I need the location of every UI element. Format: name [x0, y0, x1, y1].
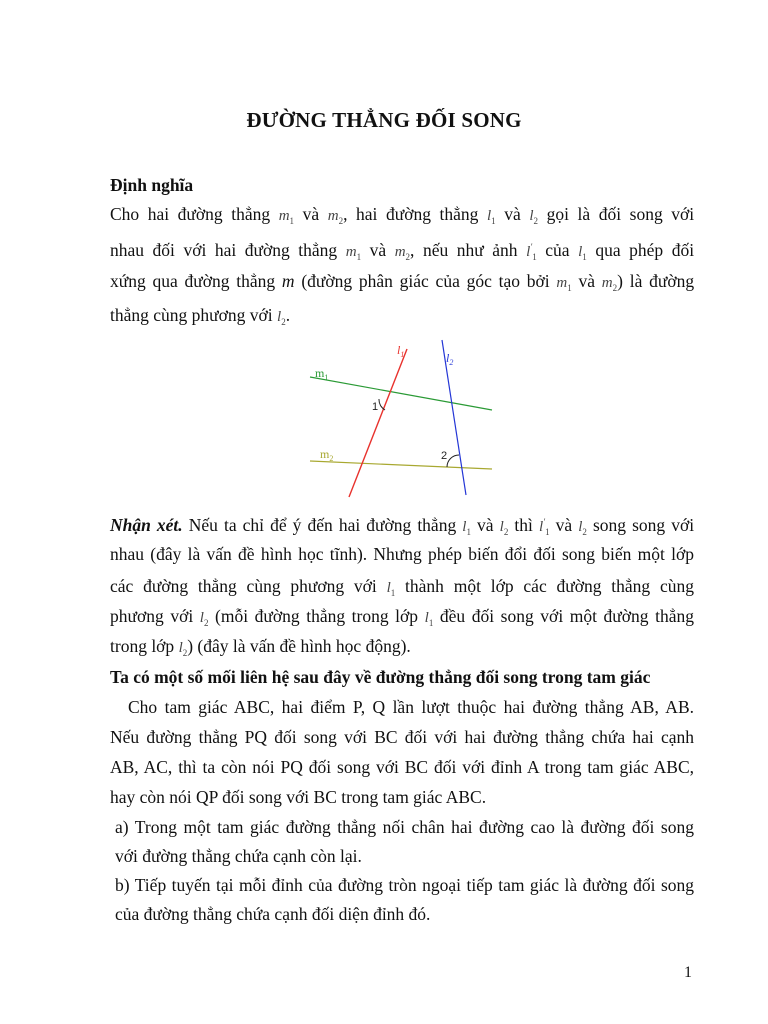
page-title: ĐƯỜNG THẲNG ĐỐI SONG	[246, 108, 522, 132]
var-l2: $l_2$	[499, 519, 509, 537]
remark-line-5: trong lớp $l_2$) (đây là vấn đề hình học động).	[110, 636, 411, 658]
definition-line-2: nhau đối với hai đường thẳng $m_1$ và $m_2$, nếu như ảnh $l'_1$ của $l_1$ qua phép đối	[110, 240, 695, 262]
var-m1: $m_1$	[278, 208, 295, 226]
relations-para-line-2: Nếu đường thẳng PQ đối song với BC đối với hai đường thẳng chứa hai cạnh	[110, 727, 694, 747]
var-m2: $m_2$	[601, 275, 618, 293]
angle-label-2: 2	[441, 450, 448, 462]
var-l1: $l_1$	[462, 519, 471, 537]
line-m2	[310, 461, 492, 469]
var-l2: $l_2$	[178, 640, 188, 658]
item-a-line-1: a) Trong một tam giác đường thẳng nối chân hai đường cao là đường đối song	[115, 817, 694, 837]
item-b-line-1: b) Tiếp tuyến tại mỗi đỉnh của đường tròn ngoại tiếp tam giác là đường đối song	[115, 875, 694, 895]
definition-heading: Định nghĩa	[110, 175, 194, 195]
var-l1-prime: $l'_1$	[538, 517, 550, 537]
var-l1: $l_1$	[386, 580, 396, 598]
var-l2: $l_2$	[529, 208, 539, 226]
relations-para-line-4: hay còn nói QP đối song với BC trong tam giác ABC.	[110, 787, 487, 807]
label-m2: $m_2$	[320, 447, 334, 463]
var-l2: $l_2$	[578, 519, 587, 537]
var-m2: $m_2$	[327, 208, 344, 226]
var-m1: $m_1$	[345, 244, 362, 262]
definition-line-4: thẳng cùng phương với $l_2$.	[110, 305, 291, 327]
var-l1: $l_1$	[424, 610, 434, 628]
definition-line-1: Cho hai đường thẳng $m_1$ và $m_2$, hai đường thẳng $l_1$ và $l_2$ gọi là đối song với	[110, 204, 695, 226]
var-l2: $l_2$	[199, 610, 209, 628]
remark-heading: Nhận xét.	[110, 515, 183, 535]
relations-heading: Ta có một số mối liên hệ sau đây về đường thẳng đối song trong tam giác	[110, 667, 651, 687]
var-m1: $m_1$	[556, 275, 572, 293]
page-number: 1	[684, 964, 692, 981]
definition-line-3: xứng qua đường thẳng m (đường phân giác của góc tạo bởi $m_1$ và $m_2$) là đường	[110, 271, 695, 293]
remark-line-4: phương với $l_2$ (mỗi đường thẳng trong lớp $l_1$ đều đối song với một đường thẳng	[110, 606, 695, 628]
line-l1	[349, 349, 407, 497]
relations-para-line-3: AB, AC, thì ta còn nói PQ đối song với BC đối với đỉnh A trong tam giác ABC,	[110, 757, 694, 777]
item-b-line-2: của đường thẳng chứa cạnh đối diện đỉnh đó.	[115, 904, 431, 924]
label-l2: $l_2$	[446, 351, 454, 367]
remark-line-3: các đường thẳng cùng phương với $l_1$ thành một lớp các đường thẳng cùng	[110, 576, 694, 598]
angle-label-1: 1	[372, 401, 379, 413]
remark-line-1: Nhận xét. Nếu ta chỉ để ý đến hai đường thẳng $l_1$ và $l_2$ thì $l'_1$ và $l_2$ song song với	[110, 515, 695, 537]
var-l1: $l_1$	[486, 208, 496, 226]
relations-para-line-1: Cho tam giác ABC, hai điểm P, Q lần lượt thuộc hai đường thẳng AB, AB.	[128, 697, 694, 717]
var-l1-prime: $l'_1$	[526, 242, 537, 262]
remark-line-2: nhau (đây là vấn đề hình học tĩnh). Nhưng phép biến đổi đối song biến một lớp	[110, 544, 694, 564]
label-l1: $l_1$	[397, 343, 405, 359]
label-m1: $m_1$	[315, 366, 329, 382]
item-a-line-2: với đường thẳng chứa cạnh còn lại.	[115, 846, 362, 866]
antiparallel-lines-figure	[305, 335, 505, 505]
var-l2: $l_2$	[277, 309, 286, 327]
angle-arc-2	[447, 455, 459, 467]
line-m1	[310, 377, 492, 410]
var-m2: $m_2$	[394, 244, 411, 262]
var-l1: $l_1$	[578, 244, 587, 262]
